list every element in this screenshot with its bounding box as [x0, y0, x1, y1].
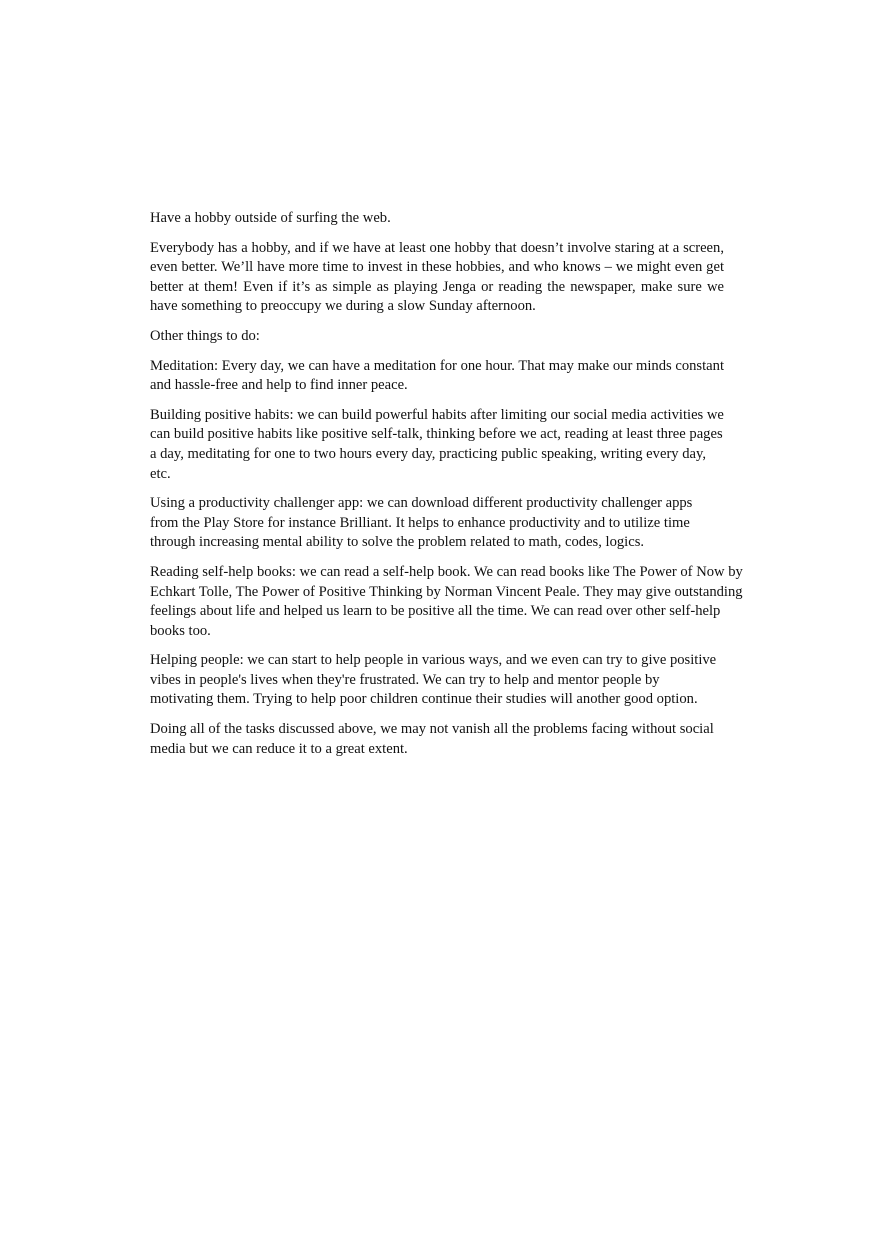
positive-habits-paragraph: Building positive habits: we can build powerful habits after limiting our social media activities we can build positive habits like positive self-talk, thinking before we act, reading at least three pages a day, meditating for one to two hours every day, practicing public speaking, writing every day, etc.	[150, 406, 724, 482]
meditation-paragraph: Meditation: Every day, we can have a meditation for one hour. That may make our minds constant and hassle-free and help to find inner peace.	[150, 357, 724, 394]
hobby-heading: Have a hobby outside of surfing the web.	[150, 210, 391, 226]
hobby-paragraph: Everybody has a hobby, and if we have at least one hobby that doesn’t involve staring at a screen, even better. We’ll have more time to invest in these hobbies, and who knows – we might even get better at them! Even if it’s as simple as playing Jenga or reading the newspaper, make sure we have something to preoccupy we during a slow Sunday afternoon.	[150, 239, 724, 315]
helping-people-paragraph: Helping people: we can start to help people in various ways, and we even can try to give positive vibes in people's lives when they're frustrated. We can try to help and mentor people by motivating them. Trying to help poor children continue their studies will another good option.	[150, 652, 717, 708]
document-body	[150, 209, 743, 769]
productivity-app-paragraph: Using a productivity challenger app: we can download different productivity challenger apps from the Play Store for instance Brilliant. It helps to enhance productivity and to utilize time through increasing mental ability to solve the problem related to math, codes, logics.	[150, 495, 693, 551]
other-things-heading: Other things to do:	[150, 327, 260, 344]
self-help-books-paragraph: Reading self-help books: we can read a self-help book. We can read books like The Power of Now by Echkart Tolle, The Power of Positive Thinking by Norman Vincent Peale. They may give outstanding feelings about life and helped us learn to be positive all the time. We can read over other self-help books too.	[150, 563, 743, 639]
conclusion-paragraph: Doing all of the tasks discussed above, we may not vanish all the problems facing without social media but we can reduce it to a great extent.	[150, 721, 714, 757]
